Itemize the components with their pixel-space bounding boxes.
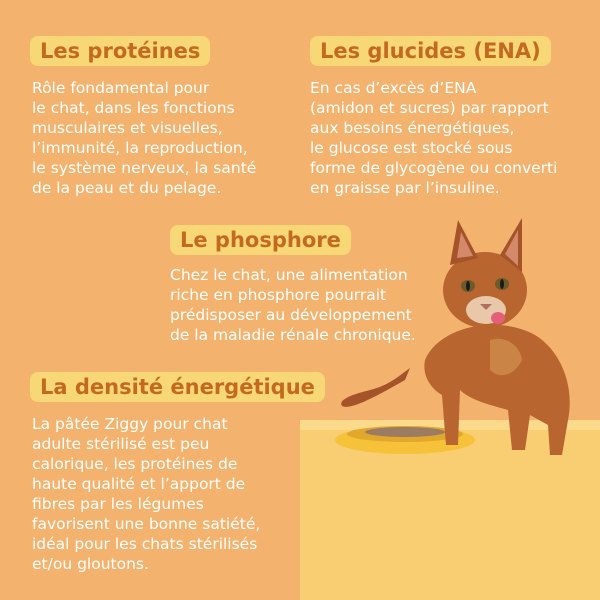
title-phosphore: Le phosphore (170, 225, 351, 255)
text-phosphore: Chez le chat, une alimentation riche en phosphore pourrait prédisposer au développement de la maladie rénale chronique. (170, 266, 416, 344)
title-glucides: Les glucides (ENA) (310, 36, 551, 66)
title-densite: La densité énergétique (30, 372, 325, 402)
text-glucides: En cas d’excès d’ENA (amidon et sucres) par rapport aux besoins énergétiques, le glucose est stocké sous forme de glycogène ou converti en graisse par l’insuline. (310, 79, 558, 197)
cat-eating-from-bowl-icon (330, 210, 600, 470)
title-proteines: Les protéines (30, 36, 210, 66)
text-densite: La pâtée Ziggy pour chat adulte stérilisé est peu calorique, les protéines de haute qualité et l’apport de fibres par les légumes favorisent une bonne satiété, idéal pour les chats stérilisés et/ou gloutons. (32, 415, 261, 573)
text-proteines: Rôle fondamental pour le chat, dans les fonctions musculaires et visuelles, l’immunité, la reproduction, le système nerveux, la santé de la peau et du pelage. (32, 79, 257, 197)
